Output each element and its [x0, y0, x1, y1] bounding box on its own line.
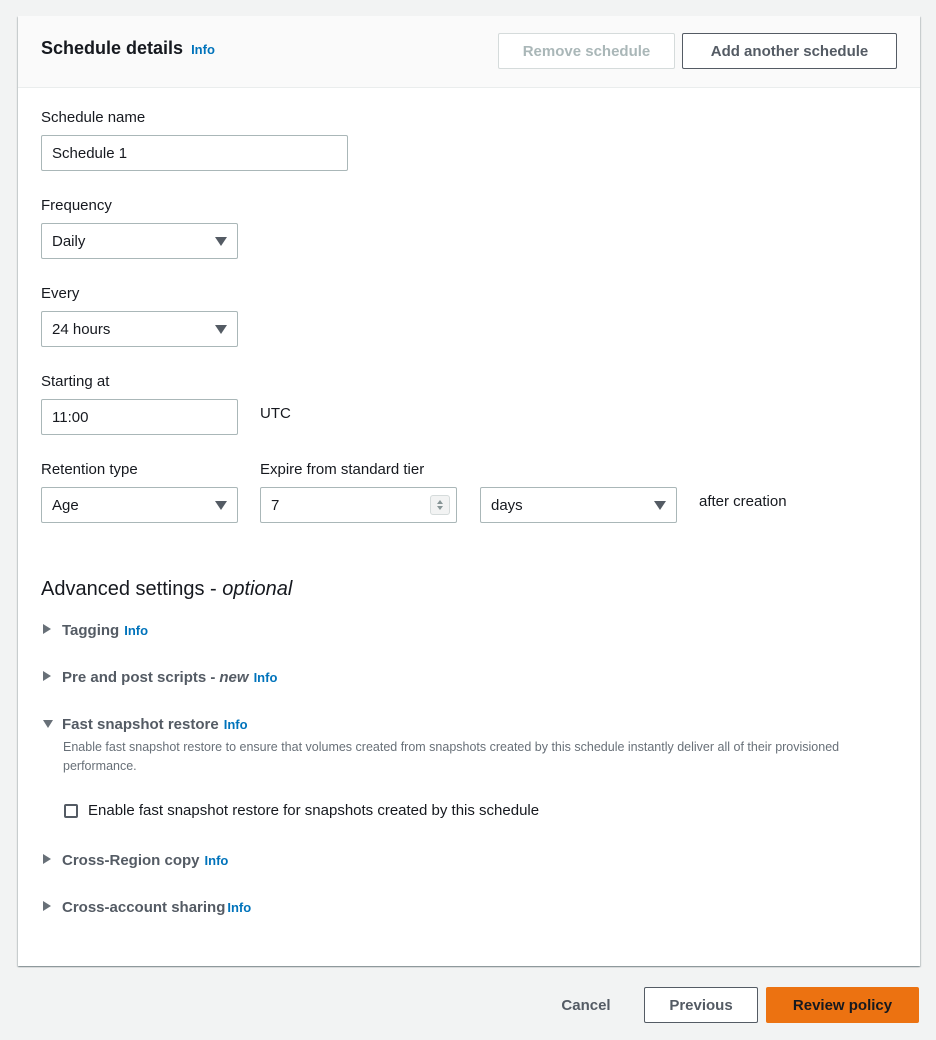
every-label: Every [41, 285, 80, 302]
add-another-schedule-button[interactable]: Add another schedule [682, 33, 897, 69]
fsr-checkbox-label: Enable fast snapshot restore for snapshots created by this schedule [88, 802, 540, 819]
timezone-label: UTC [260, 405, 291, 422]
every-value: 24 hours [52, 320, 111, 338]
info-link[interactable]: Info [191, 42, 215, 57]
caret-down-icon [654, 501, 666, 510]
expire-unit-value: days [491, 496, 523, 514]
spinner-icon[interactable] [430, 495, 450, 515]
every-select[interactable] [41, 311, 238, 347]
cross-account-sharing-expander[interactable] [43, 899, 251, 916]
scripts-label: Pre and post scripts - [62, 669, 216, 686]
caret-right-icon [43, 624, 51, 634]
tagging-expander[interactable] [43, 622, 148, 639]
fsr-label: Fast snapshot restore [62, 716, 219, 733]
tagging-info-link[interactable]: Info [124, 623, 149, 638]
cross-region-info-link[interactable]: Info [204, 853, 229, 868]
schedule-name-input[interactable] [41, 135, 348, 171]
expire-count-input[interactable] [260, 487, 457, 523]
advanced-settings-heading [41, 578, 292, 601]
fsr-checkbox[interactable] [64, 804, 78, 818]
cross-account-info-link[interactable]: Info [227, 900, 252, 915]
previous-button[interactable]: Previous [644, 987, 758, 1023]
frequency-label: Frequency [41, 197, 112, 214]
caret-down-icon [215, 237, 227, 246]
schedule-details-panel [18, 16, 920, 966]
starting-at-value: 11:00 [52, 408, 89, 426]
page-title: Schedule details [41, 38, 184, 58]
retention-type-value: Age [52, 496, 79, 514]
fsr-checkbox-row[interactable] [64, 802, 539, 819]
after-creation-label: after creation [699, 493, 787, 510]
schedule-name-label: Schedule name [41, 109, 146, 126]
expire-unit-select[interactable] [480, 487, 677, 523]
caret-right-icon [43, 671, 51, 681]
expire-label: Expire from standard tier [260, 461, 425, 478]
panel-title-group [41, 38, 215, 59]
caret-down-icon [215, 501, 227, 510]
caret-down-icon [43, 720, 53, 728]
frequency-select[interactable] [41, 223, 238, 259]
remove-schedule-button[interactable]: Remove schedule [498, 33, 675, 69]
advanced-heading-text: Advanced settings - [41, 578, 223, 600]
schedule-name-value: Schedule 1 [52, 144, 128, 162]
fsr-info-link[interactable]: Info [223, 717, 248, 732]
cross-region-label: Cross-Region copy [62, 852, 200, 869]
review-policy-button[interactable]: Review policy [766, 987, 919, 1023]
scripts-expander[interactable] [43, 669, 277, 686]
cross-region-copy-expander[interactable] [43, 852, 228, 869]
panel-header [18, 16, 920, 88]
caret-right-icon [43, 854, 51, 864]
retention-type-select[interactable] [41, 487, 238, 523]
retention-type-label: Retention type [41, 461, 138, 478]
fsr-description: Enable fast snapshot restore to ensure that volumes created from snapshots created by this schedule instantly deliver all of their provisioned performance. [63, 740, 840, 773]
frequency-value: Daily [52, 232, 86, 250]
advanced-heading-optional: optional [222, 578, 293, 600]
starting-at-input[interactable] [41, 399, 238, 435]
expire-count-value: 7 [271, 496, 280, 514]
caret-down-icon [215, 325, 227, 334]
cross-account-label: Cross-account sharing [62, 899, 226, 916]
starting-at-label: Starting at [41, 373, 110, 390]
caret-right-icon [43, 901, 51, 911]
scripts-info-link[interactable]: Info [253, 670, 278, 685]
scripts-new-label: new [219, 669, 249, 686]
cancel-button[interactable]: Cancel [561, 996, 611, 1014]
tagging-label: Tagging [62, 622, 120, 639]
fast-snapshot-restore-expander[interactable] [43, 716, 248, 733]
